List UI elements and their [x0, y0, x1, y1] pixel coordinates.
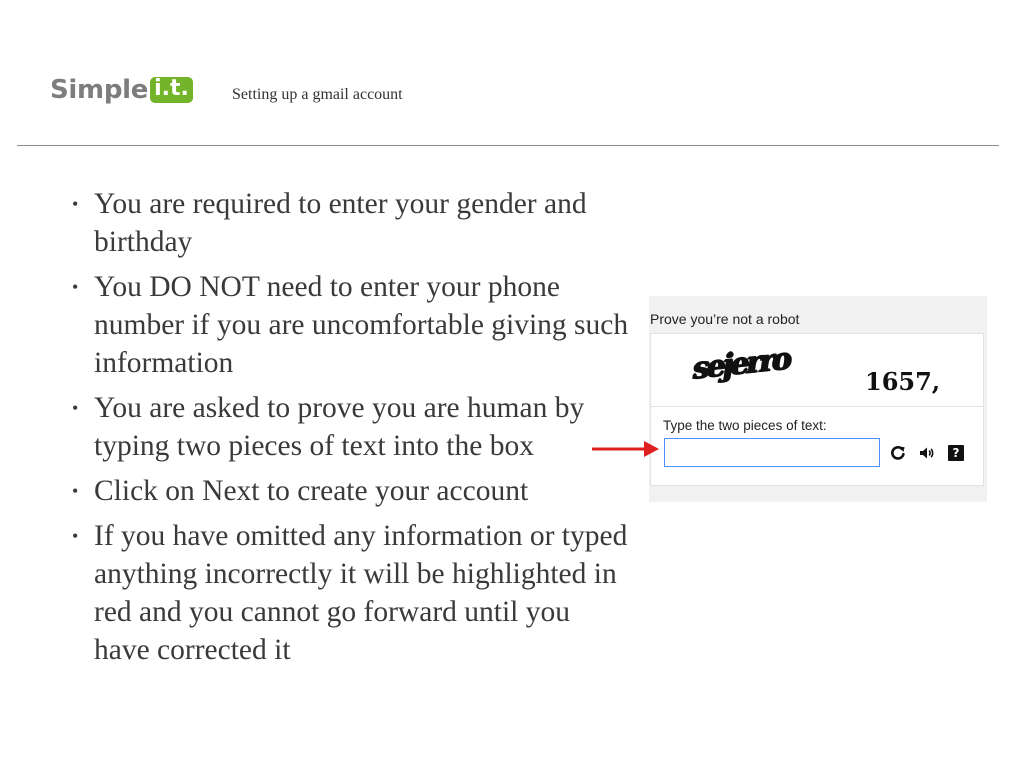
- captcha-input[interactable]: [664, 438, 880, 467]
- bullet-item: [70, 268, 630, 382]
- bullet-text: You are asked to prove you are human by typing two pieces of text into the box: [94, 392, 585, 462]
- captcha-title: Prove you’re not a robot: [650, 311, 800, 327]
- bullet-dot: •: [72, 194, 79, 214]
- bullet-text: Click on Next to create your account: [94, 475, 529, 507]
- bullet-text: If you have omitted any information or typed anything incorrectly it will be highlighted in red and you cannot go forward until you have corrected it: [94, 520, 628, 666]
- header-divider: [17, 145, 999, 146]
- help-icon[interactable]: [947, 444, 965, 462]
- bullet-item: [70, 517, 630, 669]
- captcha-image: [651, 334, 983, 407]
- captcha-word-number: 1657,: [865, 367, 941, 396]
- red-arrow-icon: [592, 438, 662, 460]
- simpleit-logo: [50, 73, 193, 107]
- logo-wordmark: Simple: [50, 75, 149, 105]
- bullet-text: You are required to enter your gender and birthday: [94, 188, 587, 258]
- bullet-item: [70, 185, 630, 261]
- slide-title: Setting up a gmail account: [232, 86, 403, 103]
- captcha-word-distorted: sejerro: [690, 340, 792, 387]
- help-glyph: ?: [948, 445, 964, 461]
- bullet-dot: •: [72, 277, 79, 297]
- refresh-icon[interactable]: [889, 444, 907, 462]
- bullet-text: You DO NOT need to enter your phone number if you are uncomfortable giving such information: [94, 271, 629, 379]
- captcha-box: [650, 333, 984, 486]
- speaker-icon[interactable]: [918, 444, 936, 462]
- bullet-item: [70, 389, 630, 465]
- bullet-dot: •: [72, 526, 79, 546]
- bullet-item: [70, 472, 630, 510]
- bullet-dot: •: [72, 481, 79, 501]
- captcha-panel: [649, 296, 987, 502]
- captcha-tools: [889, 444, 976, 462]
- bullet-dot: •: [72, 398, 79, 418]
- captcha-input-label: Type the two pieces of text:: [663, 418, 827, 433]
- bullet-list: [70, 185, 630, 676]
- logo-badge: i.t.: [150, 77, 193, 103]
